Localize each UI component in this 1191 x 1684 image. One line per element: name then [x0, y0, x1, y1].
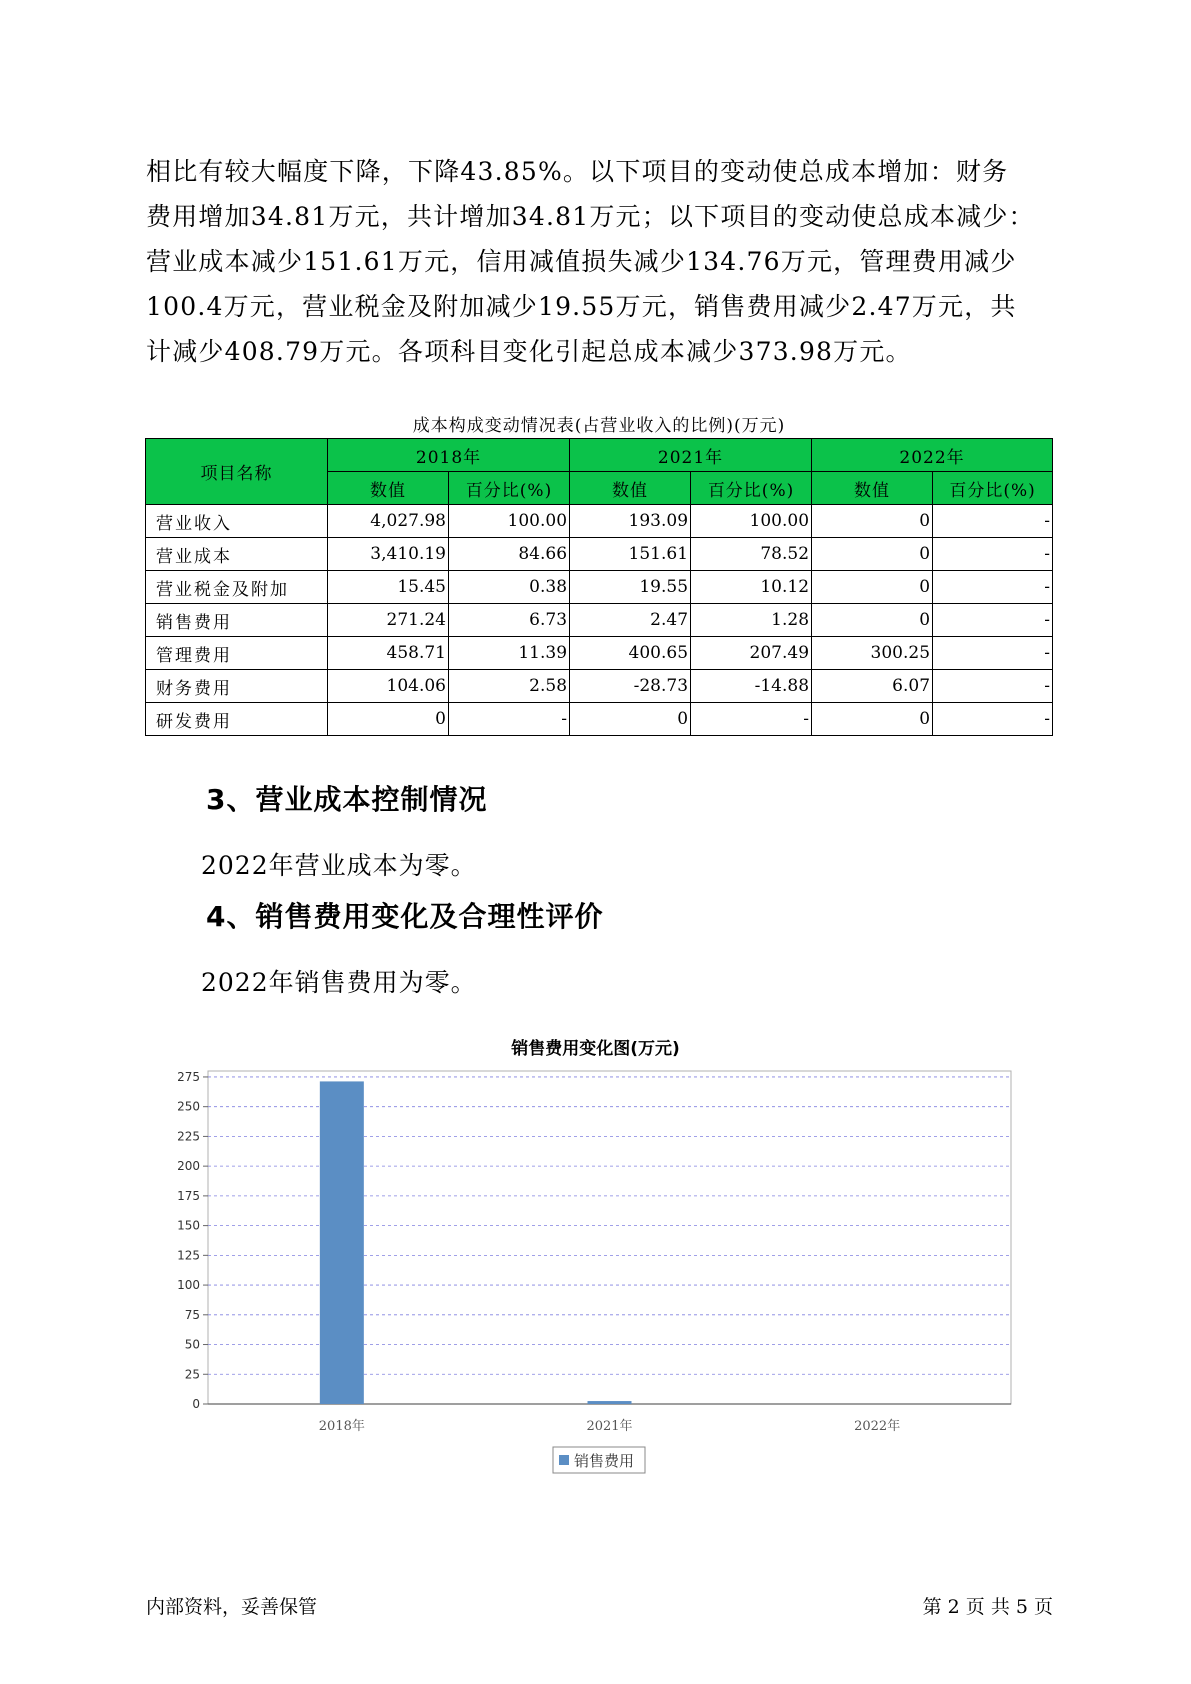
x-tick-label: 2018年: [318, 1419, 365, 1434]
y-tick-label: 125: [177, 1248, 200, 1263]
percent-cell: -: [933, 703, 1053, 736]
percent-cell: 6.73: [449, 604, 570, 637]
percent-cell: -: [933, 505, 1053, 538]
percent-cell: 78.52: [691, 538, 812, 571]
y-tick-label: 50: [184, 1337, 200, 1352]
y-tick-label: 175: [177, 1188, 200, 1203]
paragraph-line: 计减少408.79万元。各项科目变化引起总成本减少373.98万元。: [146, 337, 912, 366]
value-cell: -28.73: [570, 670, 691, 703]
row-label: 销售费用: [146, 604, 328, 637]
row-label: 财务费用: [146, 670, 328, 703]
percent-subheader: 百分比(%): [691, 472, 812, 505]
value-cell: 193.09: [570, 505, 691, 538]
value-cell: 2.47: [570, 604, 691, 637]
percent-cell: -: [691, 703, 812, 736]
value-cell: 104.06: [328, 670, 449, 703]
value-cell: 6.07: [812, 670, 933, 703]
percent-cell: -: [449, 703, 570, 736]
percent-cell: 11.39: [449, 637, 570, 670]
year-header: 2018年: [328, 439, 570, 472]
row-label: 管理费用: [146, 637, 328, 670]
value-cell: 400.65: [570, 637, 691, 670]
value-cell: 300.25: [812, 637, 933, 670]
y-tick-label: 200: [177, 1159, 200, 1174]
percent-cell: 84.66: [449, 538, 570, 571]
year-header: 2021年: [570, 439, 812, 472]
value-subheader: 数值: [812, 472, 933, 505]
row-label: 研发费用: [146, 703, 328, 736]
row-label: 营业成本: [146, 538, 328, 571]
chart-title: 销售费用变化图(万元): [511, 1039, 680, 1059]
x-tick-label: 2021年: [586, 1419, 633, 1434]
paragraph-line: 费用增加34.81万元，共计增加34.81万元；以下项目的变动使总成本减少：: [146, 202, 1035, 231]
percent-subheader: 百分比(%): [933, 472, 1053, 505]
value-cell: 4,027.98: [328, 505, 449, 538]
percent-cell: 2.58: [449, 670, 570, 703]
y-tick-label: 275: [177, 1069, 200, 1084]
page-number: 第 2 页 共 5 页: [922, 1596, 1053, 1618]
percent-cell: -: [933, 604, 1053, 637]
bar: [320, 1081, 364, 1404]
value-cell: 151.61: [570, 538, 691, 571]
percent-cell: 1.28: [691, 604, 812, 637]
percent-cell: -14.88: [691, 670, 812, 703]
section-heading-3: 3、营业成本控制情况: [206, 783, 488, 816]
percent-cell: 207.49: [691, 637, 812, 670]
y-tick-label: 0: [192, 1397, 200, 1411]
value-cell: 0: [812, 571, 933, 604]
value-cell: 0: [328, 703, 449, 736]
footer-confidential-note: 内部资料，妥善保管: [146, 1596, 318, 1618]
percent-cell: 100.00: [691, 505, 812, 538]
value-cell: 0: [570, 703, 691, 736]
legend-label: 销售费用: [574, 1452, 635, 1470]
y-tick-label: 250: [177, 1099, 200, 1114]
value-cell: 0: [812, 505, 933, 538]
value-subheader: 数值: [328, 472, 449, 505]
value-cell: 458.71: [328, 637, 449, 670]
value-cell: 271.24: [328, 604, 449, 637]
percent-subheader: 百分比(%): [449, 472, 570, 505]
percent-cell: -: [933, 637, 1053, 670]
paragraph-line: 100.4万元，营业税金及附加减少19.55万元，销售费用减少2.47万元，共: [146, 292, 1017, 321]
value-cell: 0: [812, 703, 933, 736]
value-cell: 0: [812, 604, 933, 637]
y-tick-label: 150: [177, 1218, 200, 1233]
y-tick-label: 25: [184, 1367, 200, 1382]
row-label: 营业收入: [146, 505, 328, 538]
legend-swatch: [559, 1455, 569, 1465]
row-label: 营业税金及附加: [146, 571, 328, 604]
y-tick-label: 75: [184, 1307, 200, 1322]
y-tick-label: 100: [177, 1278, 200, 1293]
section-heading-4: 4、销售费用变化及合理性评价: [206, 900, 604, 933]
item-name-header: 项目名称: [146, 439, 328, 505]
bar: [588, 1401, 632, 1404]
percent-cell: 0.38: [449, 571, 570, 604]
value-cell: 19.55: [570, 571, 691, 604]
table-caption: 成本构成变动情况表(占营业收入的比例)(万元): [412, 416, 786, 436]
percent-cell: -: [933, 670, 1053, 703]
y-tick-label: 225: [177, 1129, 200, 1144]
section-text-4: 2022年销售费用为零。: [201, 968, 477, 997]
paragraph-line: 营业成本减少151.61万元，信用减值损失减少134.76万元，管理费用减少: [146, 247, 1017, 276]
percent-cell: 10.12: [691, 571, 812, 604]
section-text-3: 2022年营业成本为零。: [201, 851, 477, 880]
percent-cell: -: [933, 538, 1053, 571]
percent-cell: -: [933, 571, 1053, 604]
percent-cell: 100.00: [449, 505, 570, 538]
paragraph-line: 相比有较大幅度下降，下降43.85%。以下项目的变动使总成本增加：财务: [146, 157, 1009, 186]
year-header: 2022年: [812, 439, 1053, 472]
x-tick-label: 2022年: [854, 1419, 901, 1434]
value-subheader: 数值: [570, 472, 691, 505]
value-cell: 0: [812, 538, 933, 571]
value-cell: 15.45: [328, 571, 449, 604]
value-cell: 3,410.19: [328, 538, 449, 571]
